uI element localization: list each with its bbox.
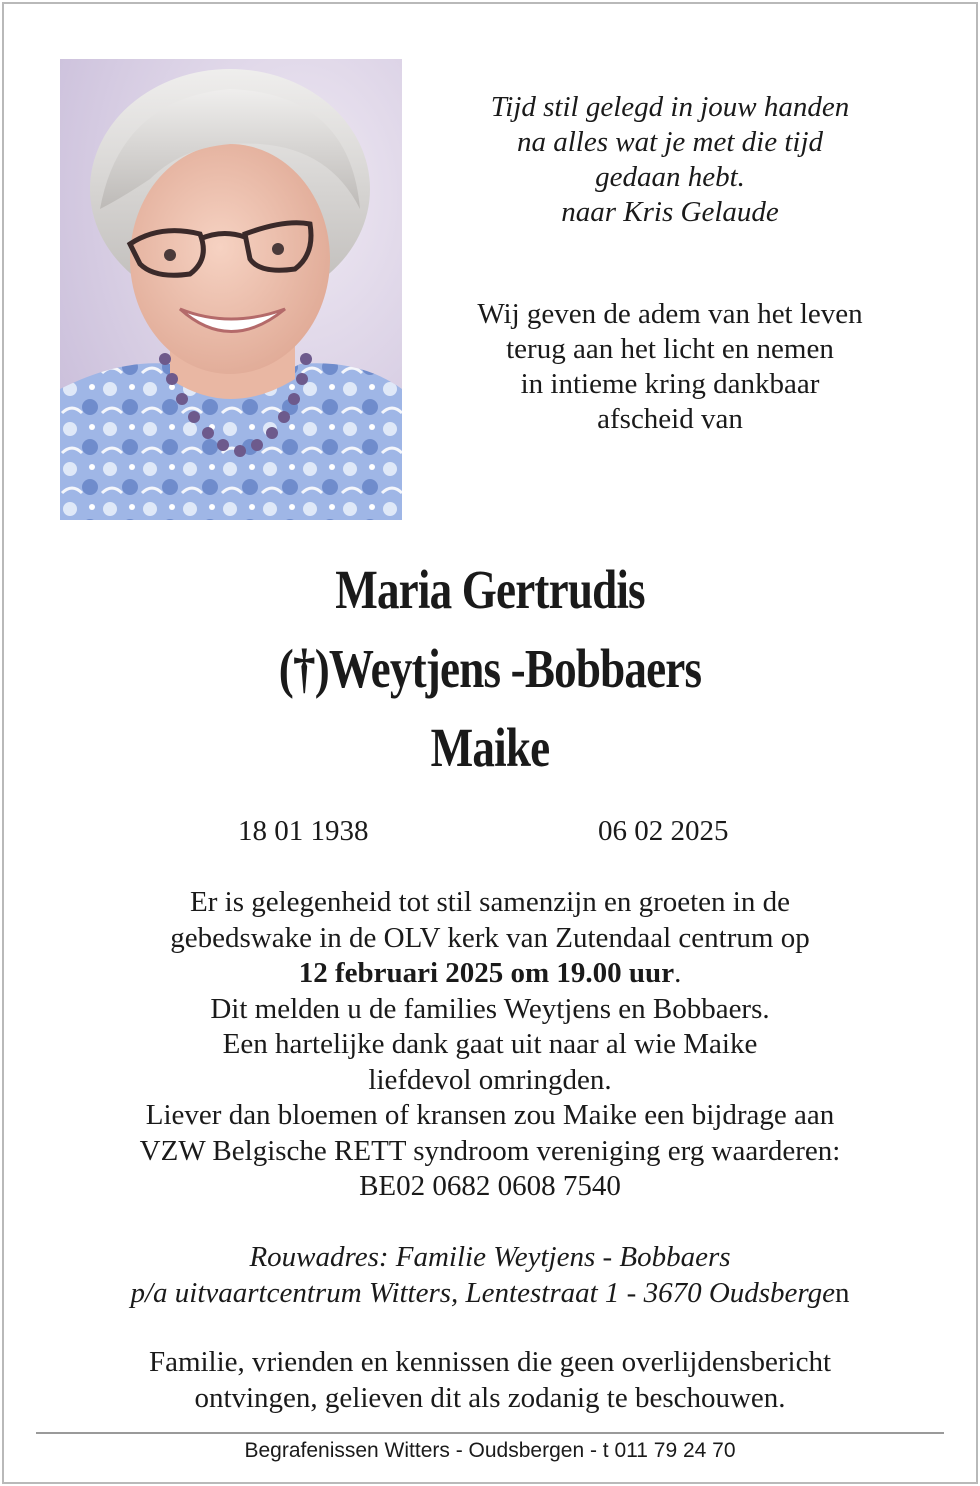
announcement-body	[20, 885, 960, 1205]
poem-attribution: naar Kris Gelaude	[561, 196, 779, 228]
farewell-intro	[414, 297, 926, 437]
body-line: gebedswake in de OLV kerk van Zutendaal centrum op	[170, 921, 810, 954]
poem-line: na alles wat je met die tijd	[516, 126, 824, 158]
intro-line: in intieme kring dankbaar	[520, 368, 820, 400]
death-date: 06 02 2025	[598, 815, 729, 847]
portrait-photo	[60, 59, 402, 520]
footer-divider	[36, 1432, 944, 1434]
poem-line: Tijd stil gelegd in jouw handen	[490, 91, 850, 123]
note-line: ontvingen, gelieven dit als zodanig te beschouwen.	[194, 1381, 786, 1414]
intro-line: Wij geven de adem van het leven	[477, 298, 863, 330]
address-line: Rouwadres: Familie Weytjens - Bobbaers	[249, 1241, 731, 1273]
address-line	[20, 1276, 960, 1312]
intro-line: terug aan het licht en nemen	[506, 333, 834, 365]
body-punctuation: .	[674, 957, 682, 989]
address-text: p/a uitvaartcentrum Witters, Lentestraat 1 - 3670 Oudsberge	[130, 1276, 836, 1309]
body-line	[20, 956, 960, 992]
wake-datetime: 12 februari 2025 om 19.00 uur	[298, 957, 675, 989]
funeral-home-footer: Begrafenissen Witters - Oudsbergen - t 011 79 24 70	[244, 1439, 736, 1462]
note-line: Familie, vrienden en kennissen die geen overlijdensbericht	[148, 1346, 832, 1378]
address-text-tail: n	[835, 1276, 850, 1309]
body-line: VZW Belgische RETT syndroom vereniging erg waarderen:	[139, 1134, 841, 1167]
body-line: liefdevol omringden.	[368, 1063, 612, 1096]
intro-line: afscheid van	[597, 403, 743, 435]
birth-date: 18 01 1938	[238, 815, 369, 847]
mourning-address	[20, 1240, 960, 1311]
body-line: Liever dan bloemen of kransen zou Maike een bijdrage aan	[145, 1099, 835, 1131]
deceased-name	[88, 550, 892, 787]
poem-line: gedaan hebt.	[595, 161, 745, 193]
body-line: Er is gelegenheid tot stil samenzijn en groeten in de	[190, 886, 790, 918]
name-family: (†)Weytjens -Bobbaers	[278, 638, 702, 699]
name-first: Maria Gertrudis	[335, 559, 645, 620]
poem	[414, 90, 926, 230]
body-line: Een hartelijke dank gaat uit naar al wie Maike	[222, 1028, 758, 1060]
name-nickname: Maike	[430, 717, 550, 778]
bank-account: BE02 0682 0608 7540	[359, 1170, 621, 1202]
closing-note	[20, 1345, 960, 1416]
body-line: Dit melden u de families Weytjens en Bobbaers.	[210, 992, 770, 1025]
